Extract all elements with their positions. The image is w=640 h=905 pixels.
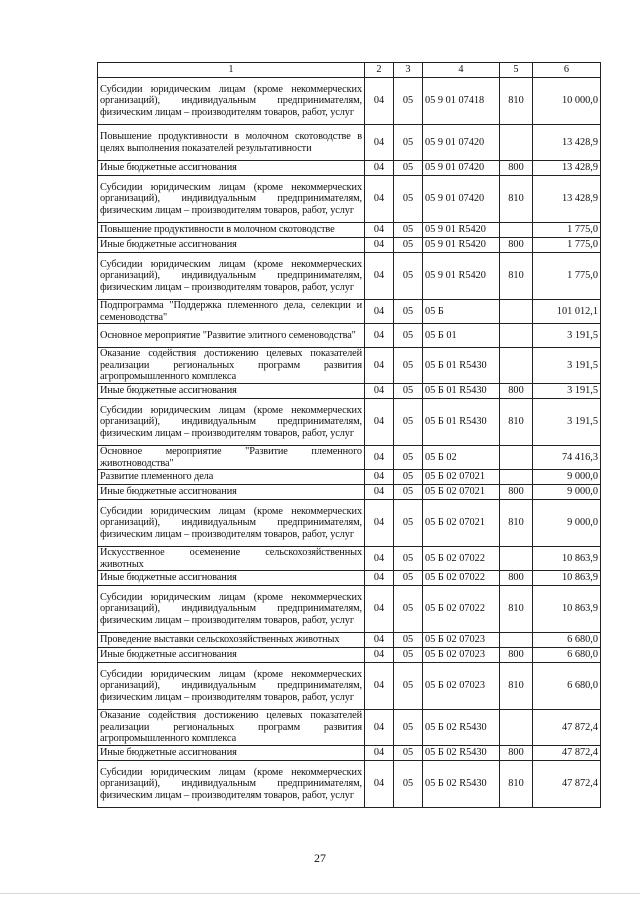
header-col-5: 5 [500, 63, 533, 78]
cell-name: Субсидии юридическим лицам (кроме некоммерческих организаций), индивидуальным предпринимателям, физическим лицам – производителям товаров, работ, услуг [98, 78, 365, 125]
cell-name: Иные бюджетные ассигнования [98, 571, 365, 586]
cell-target-article: 05 Б 01 [423, 324, 500, 348]
cell-section: 04 [365, 348, 394, 384]
cell-target-article: 05 Б [423, 300, 500, 324]
table-row [98, 500, 601, 547]
cell-name: Подпрограмма "Поддержка племенного дела, селекции и семеноводства" [98, 300, 365, 324]
page-number: 27 [314, 851, 326, 865]
cell-section: 04 [365, 384, 394, 399]
cell-amount: 3 191,5 [533, 348, 601, 384]
cell-subsection: 05 [394, 761, 423, 808]
cell-section: 04 [365, 78, 394, 125]
cell-name: Искусственное осеменение сельскохозяйственных животных [98, 547, 365, 571]
cell-section: 04 [365, 125, 394, 161]
header-col-1: 1 [98, 63, 365, 78]
table-row [98, 648, 601, 663]
table-row [98, 663, 601, 710]
cell-expense-type: 800 [500, 746, 533, 761]
cell-subsection: 05 [394, 648, 423, 663]
table-row [98, 571, 601, 586]
cell-target-article: 05 Б 02 07023 [423, 648, 500, 663]
cell-amount: 10 000,0 [533, 78, 601, 125]
cell-target-article: 05 Б 02 07022 [423, 586, 500, 633]
cell-target-article: 05 Б 02 R5430 [423, 710, 500, 746]
cell-name: Повышение продуктивности в молочном скотоводстве в целях выполнения показателей результативности [98, 125, 365, 161]
table-row [98, 446, 601, 470]
cell-expense-type [500, 710, 533, 746]
cell-amount: 101 012,1 [533, 300, 601, 324]
budget-table [97, 62, 601, 808]
cell-amount: 13 428,9 [533, 176, 601, 223]
cell-expense-type: 810 [500, 761, 533, 808]
cell-expense-type [500, 547, 533, 571]
table-row [98, 348, 601, 384]
table-row [98, 547, 601, 571]
cell-expense-type: 810 [500, 586, 533, 633]
cell-subsection: 05 [394, 470, 423, 485]
cell-expense-type [500, 300, 533, 324]
cell-name: Субсидии юридическим лицам (кроме некоммерческих организаций), индивидуальным предпринимателям, физическим лицам – производителям товаров, работ, услуг [98, 399, 365, 446]
cell-expense-type [500, 470, 533, 485]
cell-name: Субсидии юридическим лицам (кроме некоммерческих организаций), индивидуальным предпринимателям, физическим лицам – производителям товаров, работ, услуг [98, 761, 365, 808]
cell-amount: 3 191,5 [533, 399, 601, 446]
cell-section: 04 [365, 710, 394, 746]
table-row [98, 300, 601, 324]
cell-amount: 6 680,0 [533, 648, 601, 663]
cell-target-article: 05 9 01 07420 [423, 161, 500, 176]
cell-target-article: 05 Б 02 [423, 446, 500, 470]
cell-target-article: 05 Б 02 07022 [423, 547, 500, 571]
cell-section: 04 [365, 663, 394, 710]
cell-name: Повышение продуктивности в молочном скотоводстве [98, 223, 365, 238]
cell-section: 04 [365, 648, 394, 663]
cell-subsection: 05 [394, 78, 423, 125]
cell-section: 04 [365, 324, 394, 348]
cell-target-article: 05 Б 02 07022 [423, 571, 500, 586]
cell-name: Оказание содействия достижению целевых показателей реализации региональных программ развития агропромышленного комплекса [98, 348, 365, 384]
cell-section: 04 [365, 238, 394, 253]
cell-expense-type: 800 [500, 161, 533, 176]
cell-subsection: 05 [394, 300, 423, 324]
cell-expense-type [500, 223, 533, 238]
cell-section: 04 [365, 223, 394, 238]
cell-amount: 74 416,3 [533, 446, 601, 470]
cell-subsection: 05 [394, 348, 423, 384]
cell-section: 04 [365, 571, 394, 586]
table-row [98, 176, 601, 223]
table-row [98, 761, 601, 808]
cell-amount: 9 000,0 [533, 485, 601, 500]
cell-amount: 6 680,0 [533, 633, 601, 648]
cell-amount: 1 775,0 [533, 223, 601, 238]
cell-section: 04 [365, 746, 394, 761]
cell-amount: 9 000,0 [533, 470, 601, 485]
cell-name: Субсидии юридическим лицам (кроме некоммерческих организаций), индивидуальным предпринимателям, физическим лицам – производителям товаров, работ, услуг [98, 176, 365, 223]
cell-subsection: 05 [394, 384, 423, 399]
cell-expense-type: 800 [500, 485, 533, 500]
cell-amount: 3 191,5 [533, 384, 601, 399]
cell-target-article: 05 9 01 R5420 [423, 238, 500, 253]
table-row [98, 238, 601, 253]
cell-subsection: 05 [394, 176, 423, 223]
cell-expense-type: 810 [500, 399, 533, 446]
cell-section: 04 [365, 399, 394, 446]
cell-amount: 3 191,5 [533, 324, 601, 348]
cell-section: 04 [365, 500, 394, 547]
cell-name: Развитие племенного дела [98, 470, 365, 485]
header-col-2: 2 [365, 63, 394, 78]
cell-target-article: 05 9 01 R5420 [423, 253, 500, 300]
header-col-3: 3 [394, 63, 423, 78]
table-row [98, 161, 601, 176]
cell-name: Иные бюджетные ассигнования [98, 485, 365, 500]
cell-target-article: 05 Б 02 07021 [423, 485, 500, 500]
cell-amount: 1 775,0 [533, 238, 601, 253]
cell-amount: 10 863,9 [533, 586, 601, 633]
cell-subsection: 05 [394, 446, 423, 470]
cell-section: 04 [365, 470, 394, 485]
cell-section: 04 [365, 586, 394, 633]
header-col-4: 4 [423, 63, 500, 78]
cell-expense-type [500, 125, 533, 161]
table-row [98, 78, 601, 125]
cell-subsection: 05 [394, 238, 423, 253]
cell-section: 04 [365, 300, 394, 324]
cell-amount: 10 863,9 [533, 571, 601, 586]
cell-subsection: 05 [394, 746, 423, 761]
cell-name: Проведение выставки сельскохозяйственных животных [98, 633, 365, 648]
cell-amount: 13 428,9 [533, 161, 601, 176]
cell-amount: 1 775,0 [533, 253, 601, 300]
cell-expense-type [500, 348, 533, 384]
cell-section: 04 [365, 547, 394, 571]
cell-subsection: 05 [394, 253, 423, 300]
cell-section: 04 [365, 761, 394, 808]
cell-section: 04 [365, 446, 394, 470]
cell-expense-type: 800 [500, 648, 533, 663]
cell-target-article: 05 9 01 07420 [423, 176, 500, 223]
table-body [98, 63, 601, 808]
cell-target-article: 05 9 01 R5420 [423, 223, 500, 238]
cell-target-article: 05 9 01 07420 [423, 125, 500, 161]
table-row [98, 399, 601, 446]
cell-amount: 6 680,0 [533, 663, 601, 710]
cell-name: Субсидии юридическим лицам (кроме некоммерческих организаций), индивидуальным предпринимателям, физическим лицам – производителям товаров, работ, услуг [98, 663, 365, 710]
cell-target-article: 05 Б 02 07021 [423, 470, 500, 485]
cell-name: Основное мероприятие "Развитие племенного животноводства" [98, 446, 365, 470]
cell-expense-type [500, 446, 533, 470]
table-row [98, 324, 601, 348]
cell-expense-type [500, 633, 533, 648]
page-bottom-edge [0, 893, 640, 894]
cell-subsection: 05 [394, 633, 423, 648]
table-row [98, 710, 601, 746]
cell-name: Иные бюджетные ассигнования [98, 648, 365, 663]
cell-amount: 47 872,4 [533, 746, 601, 761]
cell-subsection: 05 [394, 485, 423, 500]
cell-expense-type: 810 [500, 78, 533, 125]
cell-subsection: 05 [394, 399, 423, 446]
cell-subsection: 05 [394, 547, 423, 571]
cell-name: Иные бюджетные ассигнования [98, 238, 365, 253]
table-row [98, 223, 601, 238]
cell-expense-type [500, 324, 533, 348]
cell-target-article: 05 Б 01 R5430 [423, 384, 500, 399]
cell-name: Субсидии юридическим лицам (кроме некоммерческих организаций), индивидуальным предпринимателям, физическим лицам – производителям товаров, работ, услуг [98, 586, 365, 633]
cell-name: Иные бюджетные ассигнования [98, 746, 365, 761]
cell-target-article: 05 9 01 07418 [423, 78, 500, 125]
table-row [98, 586, 601, 633]
cell-target-article: 05 Б 02 07021 [423, 500, 500, 547]
table-row [98, 746, 601, 761]
cell-expense-type: 800 [500, 571, 533, 586]
cell-target-article: 05 Б 01 R5430 [423, 399, 500, 446]
cell-name: Основное мероприятие "Развитие элитного семеноводства" [98, 324, 365, 348]
cell-subsection: 05 [394, 161, 423, 176]
cell-subsection: 05 [394, 223, 423, 238]
cell-expense-type: 810 [500, 176, 533, 223]
cell-section: 04 [365, 176, 394, 223]
cell-target-article: 05 Б 02 07023 [423, 663, 500, 710]
table-row [98, 470, 601, 485]
cell-section: 04 [365, 161, 394, 176]
table-row [98, 253, 601, 300]
cell-name: Субсидии юридическим лицам (кроме некоммерческих организаций), индивидуальным предпринимателям, физическим лицам – производителям товаров, работ, услуг [98, 500, 365, 547]
cell-amount: 47 872,4 [533, 761, 601, 808]
table-row [98, 384, 601, 399]
cell-section: 04 [365, 633, 394, 648]
cell-section: 04 [365, 485, 394, 500]
cell-expense-type: 800 [500, 238, 533, 253]
cell-expense-type: 810 [500, 500, 533, 547]
cell-expense-type: 810 [500, 253, 533, 300]
table-row [98, 485, 601, 500]
cell-subsection: 05 [394, 125, 423, 161]
cell-target-article: 05 Б 02 07023 [423, 633, 500, 648]
table-row [98, 633, 601, 648]
header-row [98, 63, 601, 78]
cell-name: Иные бюджетные ассигнования [98, 161, 365, 176]
cell-subsection: 05 [394, 324, 423, 348]
cell-section: 04 [365, 253, 394, 300]
cell-subsection: 05 [394, 571, 423, 586]
cell-target-article: 05 Б 02 R5430 [423, 761, 500, 808]
cell-subsection: 05 [394, 586, 423, 633]
cell-name: Субсидии юридическим лицам (кроме некоммерческих организаций), индивидуальным предпринимателям, физическим лицам – производителям товаров, работ, услуг [98, 253, 365, 300]
header-col-6: 6 [533, 63, 601, 78]
cell-subsection: 05 [394, 710, 423, 746]
cell-name: Оказание содействия достижению целевых показателей реализации региональных программ развития агропромышленного комплекса [98, 710, 365, 746]
cell-target-article: 05 Б 02 R5430 [423, 746, 500, 761]
cell-subsection: 05 [394, 500, 423, 547]
cell-subsection: 05 [394, 663, 423, 710]
cell-amount: 10 863,9 [533, 547, 601, 571]
cell-expense-type: 800 [500, 384, 533, 399]
cell-target-article: 05 Б 01 R5430 [423, 348, 500, 384]
cell-expense-type: 810 [500, 663, 533, 710]
cell-name: Иные бюджетные ассигнования [98, 384, 365, 399]
cell-amount: 13 428,9 [533, 125, 601, 161]
cell-amount: 9 000,0 [533, 500, 601, 547]
cell-amount: 47 872,4 [533, 710, 601, 746]
table-row [98, 125, 601, 161]
